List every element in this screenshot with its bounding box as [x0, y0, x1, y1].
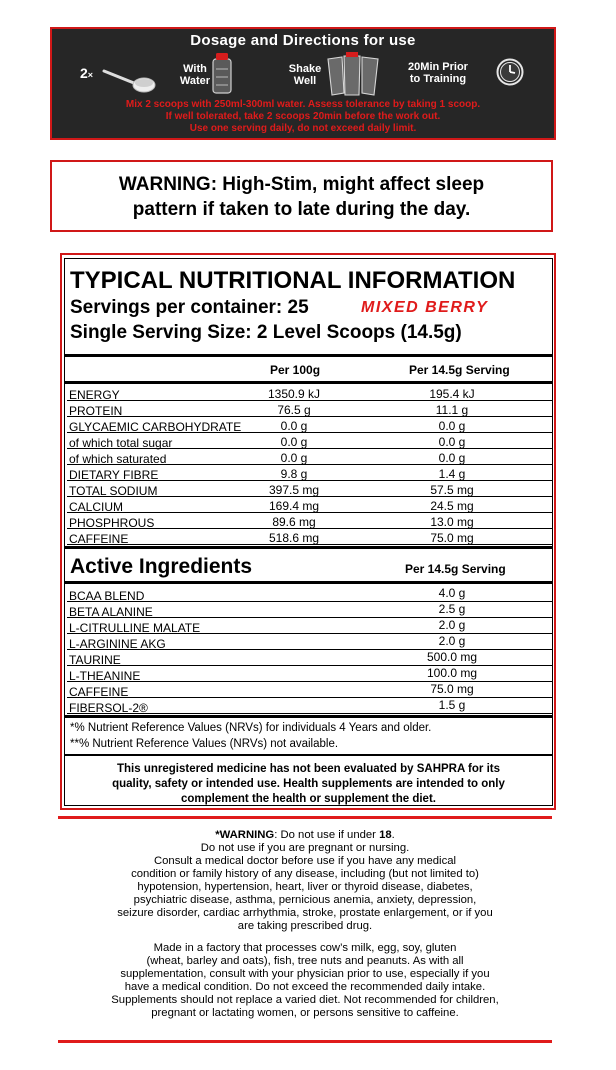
fine-print-line: Do not use if you are pregnant or nursing. — [200, 842, 410, 854]
nutrient-row — [67, 401, 552, 417]
fine-print-line: condition or family history of any disease, including (but not limited to) — [131, 868, 479, 880]
fine-print-line: are taking prescribed drug. — [237, 920, 373, 932]
nutrient-row — [67, 481, 552, 497]
shake-well-step: Shake Well — [288, 63, 322, 87]
nutrient-per-serving: 13.0 mg — [430, 515, 474, 529]
nutrient-label: CAFFEINE — [69, 532, 129, 546]
active-ingredient-row — [67, 618, 552, 634]
active-ingredient-row — [67, 634, 552, 650]
nutrient-per-serving: 11.1 g — [435, 403, 469, 417]
high-stim-warning: WARNING: High-Stim, might affect sleep pattern if taken to late during the day. — [50, 160, 553, 232]
dosage-title: Dosage and Directions for use — [190, 32, 416, 49]
nutrient-row — [67, 433, 552, 449]
nutrient-row — [67, 417, 552, 433]
scoop-icon — [100, 57, 160, 95]
red-divider — [58, 816, 552, 819]
active-ingredient-row — [67, 650, 552, 666]
ingredient-per-serving: 75.0 mg — [430, 682, 474, 696]
fine-print-line: seizure disorder, cardiac arrhythmia, stroke, prostate enlargement, or if you — [117, 907, 493, 919]
red-divider — [58, 1040, 552, 1043]
sahpra-disclaimer: This unregistered medicine has not been evaluated by SAHPRA for its quality, safety or intended use. Health supplements are intended to only complement the health or supplement the diet. — [112, 763, 505, 805]
timing-step: 20Min Prior to Training — [408, 61, 468, 85]
nutrient-row — [67, 385, 552, 401]
ingredient-per-serving: 1.5 g — [438, 698, 466, 712]
active-ingredient-row — [67, 602, 552, 618]
nutrient-label: of which saturated — [69, 452, 167, 466]
nutrient-per-serving: 0.0 g — [438, 451, 466, 465]
nutrition-title: TYPICAL NUTRITIONAL INFORMATION — [70, 267, 516, 294]
serving-size: Single Serving Size: 2 Level Scoops (14.5g) — [70, 322, 462, 343]
divider — [65, 754, 552, 756]
col-per-100g: Per 100g — [270, 363, 321, 377]
nutrient-per-100g: 0.0 g — [280, 419, 308, 433]
with-water-step: With Water — [179, 63, 211, 87]
nutrient-label: GLYCAEMIC CARBOHYDRATE — [69, 420, 242, 434]
ingredient-label: FIBERSOL-2® — [69, 701, 148, 715]
nutrient-per-serving: 195.4 kJ — [429, 387, 475, 401]
nutrient-row — [67, 465, 552, 481]
nutrient-per-serving: 75.0 mg — [430, 531, 474, 545]
fine-print-line: Consult a medical doctor before use if you have any medical — [153, 855, 457, 867]
nutrient-row — [67, 449, 552, 465]
divider — [65, 381, 552, 384]
ingredient-label: CAFFEINE — [69, 685, 129, 699]
clock-icon — [495, 57, 525, 87]
active-ingredient-row — [67, 698, 552, 714]
nutrient-per-100g: 0.0 g — [280, 451, 308, 465]
ingredient-label: BETA ALANINE — [69, 605, 153, 619]
nutrient-label: CALCIUM — [69, 500, 124, 514]
ingredient-label: L-ARGININE AKG — [69, 637, 166, 651]
nutrient-per-serving: 57.5 mg — [430, 483, 474, 497]
nutrient-row — [67, 529, 552, 545]
nutrient-per-serving: 1.4 g — [438, 467, 466, 481]
divider — [65, 354, 552, 357]
flavor-label: MIXED BERRY — [361, 299, 489, 316]
nutrient-row — [67, 513, 552, 529]
nutrition-table — [64, 258, 553, 806]
fine-print-line: Made in a factory that processes cow’s milk, egg, soy, gluten — [153, 942, 457, 954]
nutrient-per-100g: 169.4 mg — [268, 499, 320, 513]
active-ingredient-row — [67, 666, 552, 682]
ingredient-per-serving: 500.0 mg — [426, 650, 478, 664]
scoop-multiplier: 2 — [80, 65, 88, 81]
active-ingredients-title: Active Ingredients — [70, 555, 253, 578]
ingredient-per-serving: 2.0 g — [438, 618, 466, 632]
nutrient-per-100g: 518.6 mg — [268, 531, 320, 545]
nutrient-per-100g: 1350.9 kJ — [267, 387, 321, 401]
nutrient-per-serving: 0.0 g — [438, 435, 466, 449]
active-ingredient-row — [67, 682, 552, 698]
scoop-step: 2× — [80, 57, 160, 95]
nrv-note-2: **% Nutrient Reference Values (NRVs) not available. — [70, 738, 339, 750]
fine-print-line: Supplements should not replace a varied diet. Not recommended for children, — [111, 994, 499, 1006]
nutrient-label: TOTAL SODIUM — [69, 484, 158, 498]
nutrient-label: PHOSPHROUS — [69, 516, 155, 530]
nutrient-label: of which total sugar — [69, 436, 173, 450]
shaker-bottle-icon — [210, 53, 234, 95]
nutrient-per-100g: 89.6 mg — [272, 515, 316, 529]
nutrient-label: ENERGY — [69, 388, 120, 402]
active-ingredient-row — [67, 586, 552, 602]
fine-print-line: pregnant or lactating women, or persons sensitive to caffeine. — [151, 1007, 459, 1019]
dosage-panel — [50, 27, 556, 140]
dosage-instructions: Mix 2 scoops with 250ml-300ml water. Assess tolerance by taking 1 scoop. If well tolerated, take 2 scoops 20min before the work out. Use one serving daily, do not exceed daily limit. — [125, 99, 481, 134]
nutrient-label: DIETARY FIBRE — [69, 468, 159, 482]
ingredient-label: BCAA BLEND — [69, 589, 145, 603]
divider — [65, 546, 552, 549]
divider — [65, 715, 552, 718]
ingredient-label: L-THEANINE — [69, 669, 141, 683]
age-warning: *WARNING: Do not use if under 18. — [215, 829, 395, 841]
nutrient-per-serving: 0.0 g — [438, 419, 466, 433]
nutrient-per-100g: 9.8 g — [280, 467, 308, 481]
fine-print-warnings — [58, 829, 552, 933]
nutrient-per-100g: 0.0 g — [280, 435, 308, 449]
divider — [65, 581, 552, 584]
nrv-note-1: *% Nutrient Reference Values (NRVs) for individuals 4 Years and older. — [70, 722, 432, 734]
fine-print-line: supplementation, consult with your physician prior to use, especially if you — [120, 968, 490, 980]
fine-print-line: (wheat, barley and oats), fish, tree nuts and peanuts. As with all — [146, 955, 464, 967]
nutrient-per-serving: 24.5 mg — [430, 499, 474, 513]
ingredient-per-serving: 2.0 g — [438, 634, 466, 648]
ingredient-label: TAURINE — [69, 653, 121, 667]
ingredient-label: L-CITRULLINE MALATE — [69, 621, 201, 635]
nutrient-per-100g: 397.5 mg — [268, 483, 320, 497]
fine-print-allergens — [58, 942, 552, 1020]
nutrient-row — [67, 497, 552, 513]
fine-print-line: hypotension, hypertension, heart, liver or thyroid disease, diabetes, — [137, 881, 473, 893]
ingredient-per-serving: 100.0 mg — [426, 666, 478, 680]
nutrient-per-100g: 76.5 g — [277, 403, 311, 417]
servings-per-container: Servings per container: 25 — [70, 297, 309, 318]
ingredient-per-serving: 2.5 g — [438, 602, 466, 616]
nutrition-panel — [60, 253, 556, 810]
shaking-cups-icon — [324, 51, 382, 97]
ingredient-per-serving: 4.0 g — [438, 586, 466, 600]
nutrient-label: PROTEIN — [69, 404, 123, 418]
col-per-serving: Per 14.5g Serving — [409, 363, 510, 377]
fine-print-line: psychiatric disease, asthma, pernicious anemia, anxiety, depression, — [133, 894, 477, 906]
active-col-per-serving: Per 14.5g Serving — [405, 562, 506, 576]
fine-print-line: have a medical condition. Do not exceed the recommended daily intake. — [124, 981, 486, 993]
